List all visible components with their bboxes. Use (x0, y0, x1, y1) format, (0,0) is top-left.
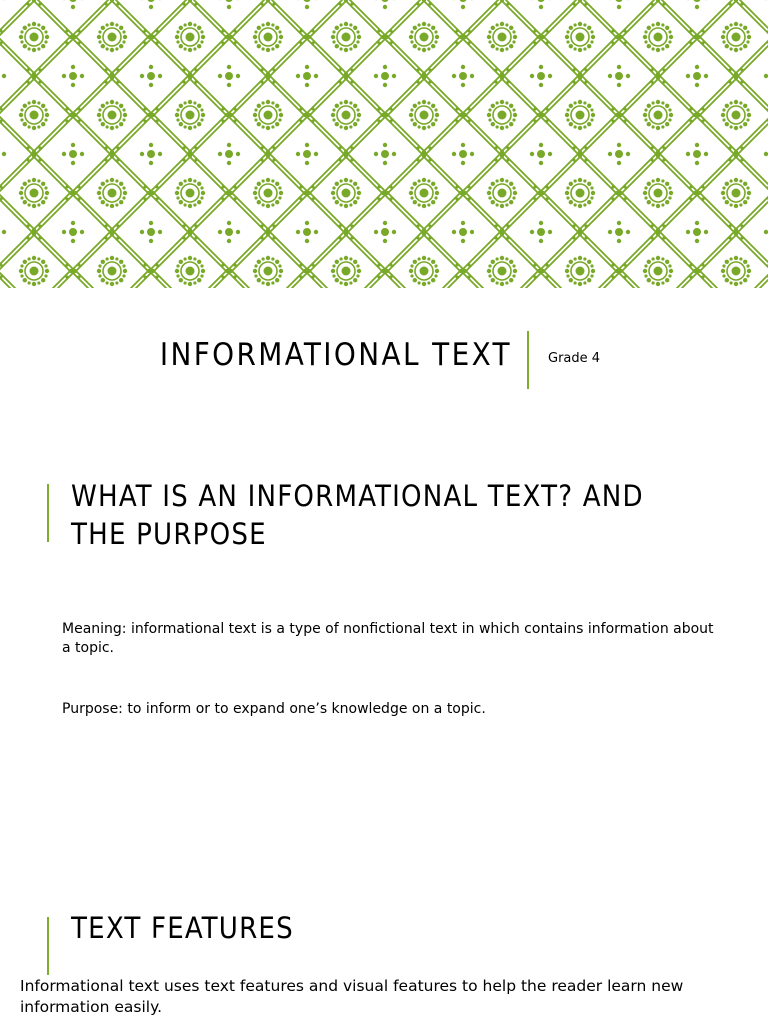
slide-heading-text-features: TEXT FEATURES (71, 911, 294, 945)
slide-heading-what-is: WHAT IS AN INFORMATIONAL TEXT? AND THE PURPOSE (71, 479, 644, 551)
section-accent-bar (47, 917, 49, 975)
text-features-paragraph: Informational text uses text features and visual features to help the reader learn new information easily. (20, 977, 684, 1016)
title-slide-subtitle: Grade 4 (548, 351, 601, 366)
section-accent-bar (47, 484, 49, 542)
decorative-pattern-banner (0, 0, 768, 288)
title-slide-heading: INFORMATIONAL TEXT (159, 337, 512, 373)
green-geometric-pattern (0, 0, 768, 288)
title-divider-line (527, 331, 529, 389)
purpose-paragraph: Purpose: to inform or to expand one’s knowledge on a topic. (62, 701, 486, 717)
meaning-paragraph: Meaning: informational text is a type of nonfictional text in which contains information about a topic. (62, 621, 714, 656)
